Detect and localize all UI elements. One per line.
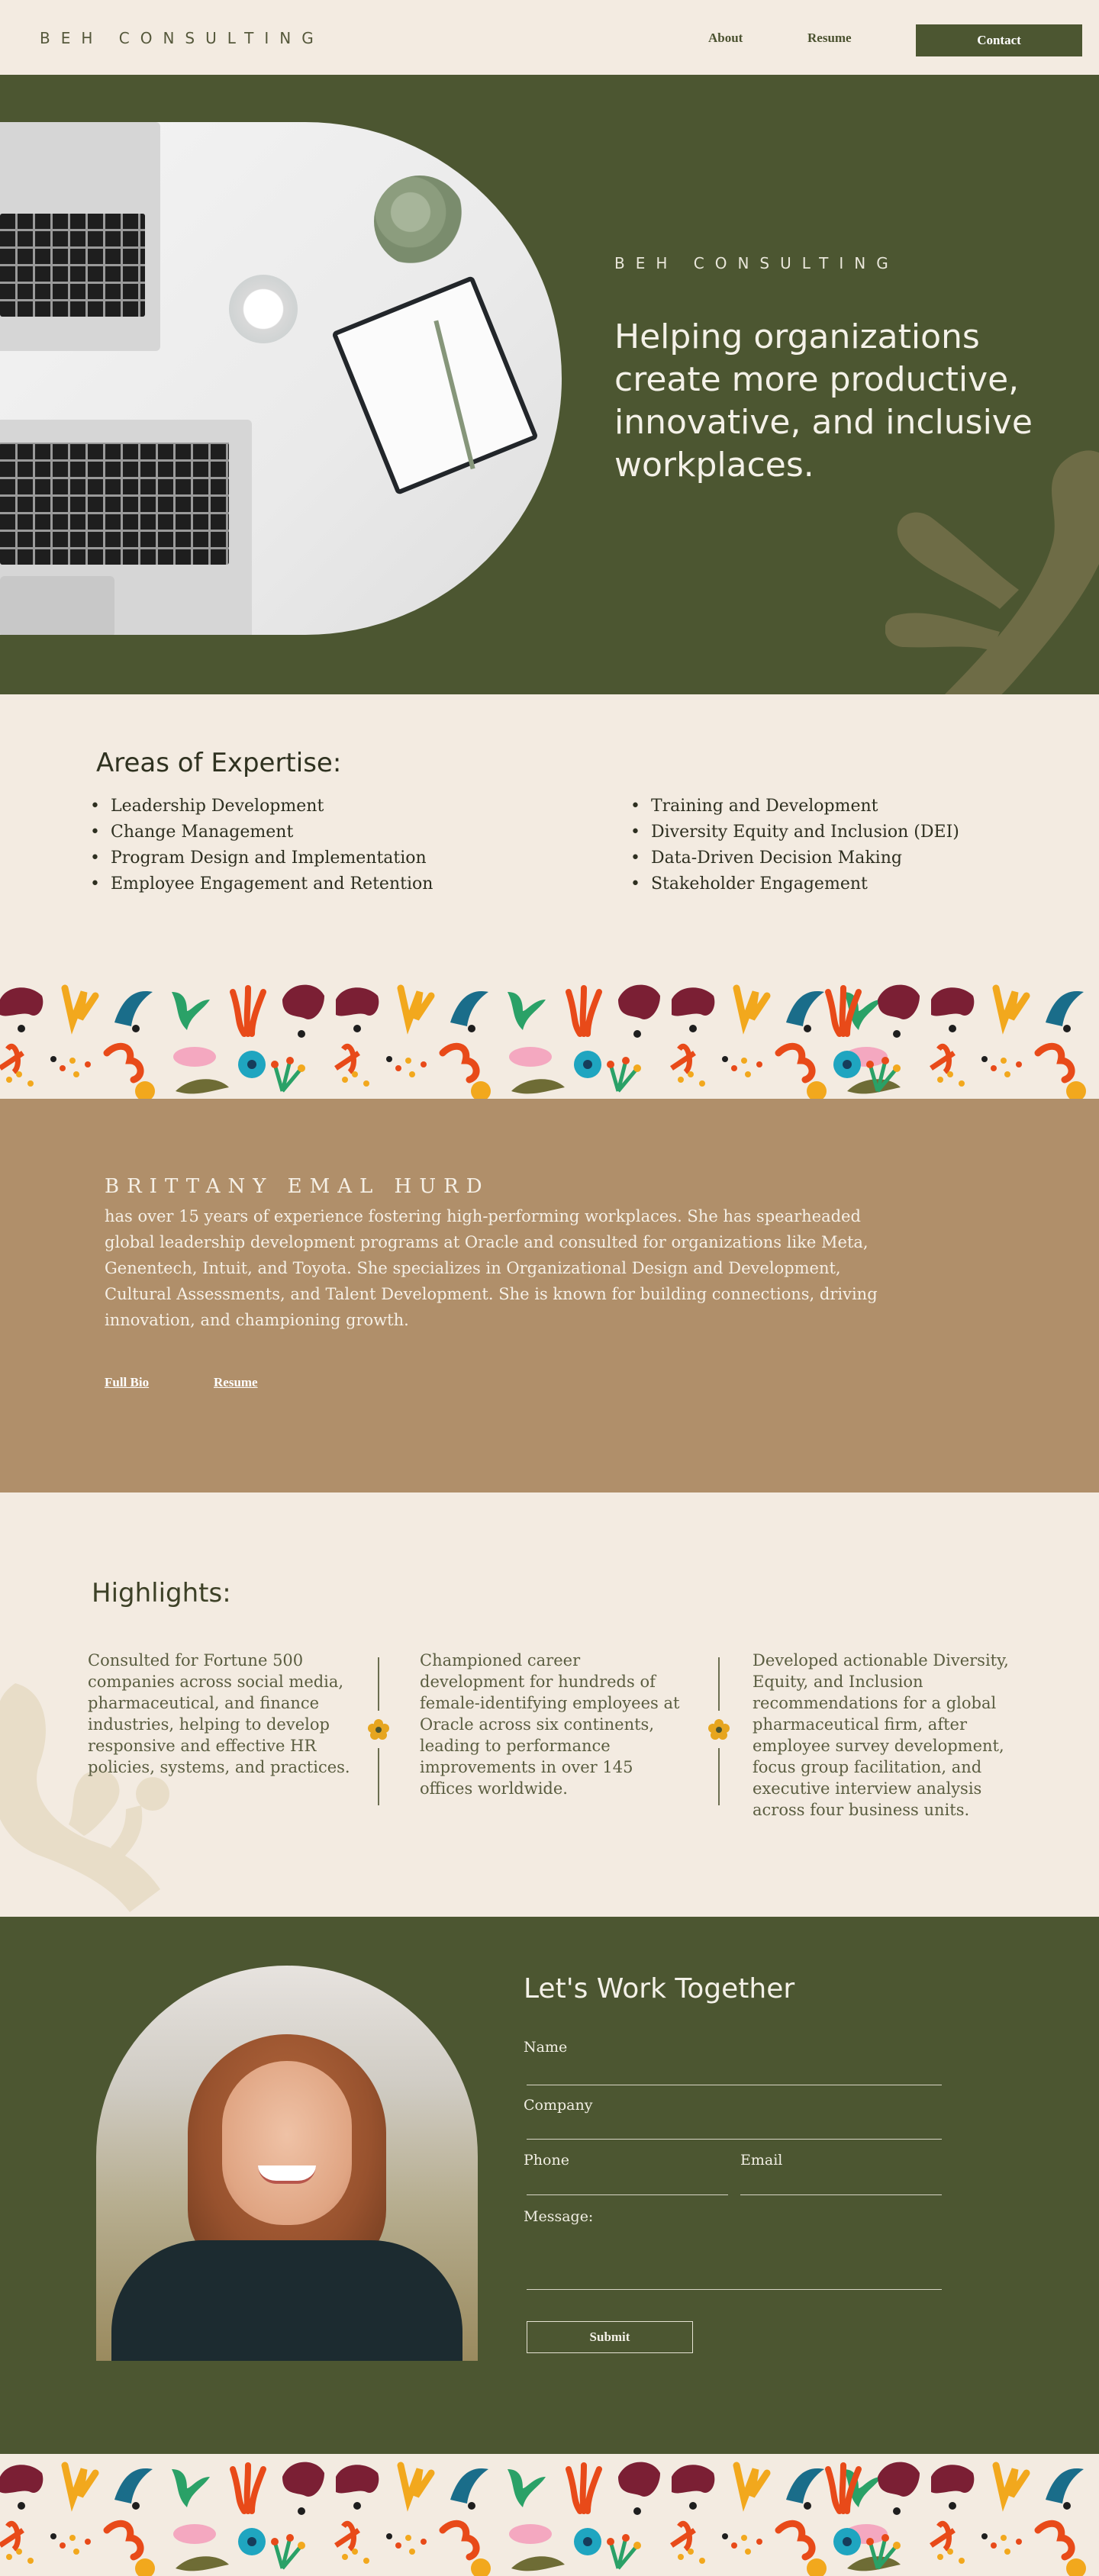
hero-title: Helping organizations create more productive, innovative, and inclusive workplaces. <box>614 317 1033 485</box>
divider <box>718 1748 720 1805</box>
contact-section <box>0 1917 1099 2454</box>
nav-about-link[interactable]: About <box>708 31 743 45</box>
hero-brand: BEH CONSULTING <box>614 254 899 272</box>
bio-resume-link[interactable]: Resume <box>214 1375 258 1389</box>
highlight-item: Developed actionable Diversity, Equity, and Inclusion recommendations for a global pharmaceutical firm, after employee survey development, focus group facilitation, and executive interview analysis across four business units. <box>753 1651 1009 1819</box>
bio-section <box>0 1099 1099 1492</box>
phone-input[interactable] <box>527 2170 725 2193</box>
bio-text: has over 15 years of experience fostering high-performing workplaces. She has spearheaded global leadership development programs at Oracle and consulted for organizations like Meta, Genentech, Intuit, and Toyota. She specializes in Organizational Design and Development, Cultural Assessments, and Talent Development. She is known for building connections, driving innovation, and championing growth. <box>105 1207 878 1329</box>
message-underline <box>527 2289 942 2290</box>
nav-contact-button[interactable]: Contact <box>916 24 1082 56</box>
candle-image <box>229 275 298 343</box>
highlight-item: Consulted for Fortune 500 companies across social media, pharmaceutical, and finance industries, helping to develop responsive and effective HR policies, systems, and practices. <box>88 1651 350 1776</box>
message-label: Message: <box>524 2208 594 2225</box>
divider <box>378 1657 379 1711</box>
message-input[interactable] <box>527 2231 939 2285</box>
name-input[interactable] <box>527 2060 939 2083</box>
phone-underline <box>527 2194 728 2195</box>
notebook-image <box>331 275 539 495</box>
hero-section <box>0 75 1099 694</box>
divider <box>718 1657 720 1711</box>
list-item: • Leadership Development <box>90 794 433 819</box>
list-item: • Diversity Equity and Inclusion (DEI) <box>630 819 959 845</box>
list-item: • Stakeholder Engagement <box>630 871 959 897</box>
email-underline <box>740 2194 942 2195</box>
nav-resume-link[interactable]: Resume <box>807 31 852 45</box>
company-underline <box>527 2139 942 2140</box>
contact-title: Let's Work Together <box>524 1973 795 2004</box>
email-input[interactable] <box>740 2170 939 2193</box>
submit-button[interactable]: Submit <box>527 2321 693 2353</box>
full-bio-link[interactable]: Full Bio <box>105 1375 150 1389</box>
floral-pattern-icon <box>0 2454 1099 2576</box>
portrait-photo <box>96 1966 478 2361</box>
list-item: • Employee Engagement and Retention <box>90 871 433 897</box>
highlights-title: Highlights: <box>92 1578 231 1608</box>
company-input[interactable] <box>527 2115 939 2138</box>
flower-icon <box>708 1719 730 1740</box>
flower-icon <box>368 1719 389 1740</box>
laptop-image <box>0 122 160 351</box>
email-label: Email <box>740 2152 783 2169</box>
floral-pattern-icon <box>0 977 1099 1099</box>
expertise-list-left <box>90 794 433 897</box>
floral-pattern-banner <box>0 977 1099 1099</box>
phone-label: Phone <box>524 2152 569 2169</box>
brand-logo[interactable]: BEH CONSULTING <box>40 29 324 47</box>
floral-pattern-banner <box>0 2454 1099 2576</box>
top-nav <box>0 0 1099 75</box>
expertise-section <box>0 694 1099 977</box>
list-item: • Program Design and Implementation <box>90 845 433 871</box>
highlights-section <box>0 1492 1099 1917</box>
expertise-title: Areas of Expertise: <box>96 748 342 778</box>
bio-name: BRITTANY EMAL HURD <box>105 1175 490 1198</box>
laptop-image <box>0 420 252 635</box>
list-item: • Data-Driven Decision Making <box>630 845 959 871</box>
list-item: • Training and Development <box>630 794 959 819</box>
divider <box>378 1748 379 1805</box>
succulent-image <box>374 175 466 267</box>
hero-desk-photo <box>0 122 562 635</box>
name-label: Name <box>524 2039 568 2056</box>
expertise-list-right <box>630 794 959 897</box>
list-item: • Change Management <box>90 819 433 845</box>
leaf-decoration-icon <box>885 433 1099 694</box>
highlight-item: Championed career development for hundreds of female-identifying employees at Oracle across six continents, leading to performance improvements in over 145 offices worldwide. <box>420 1651 680 1798</box>
company-label: Company <box>524 2097 593 2114</box>
